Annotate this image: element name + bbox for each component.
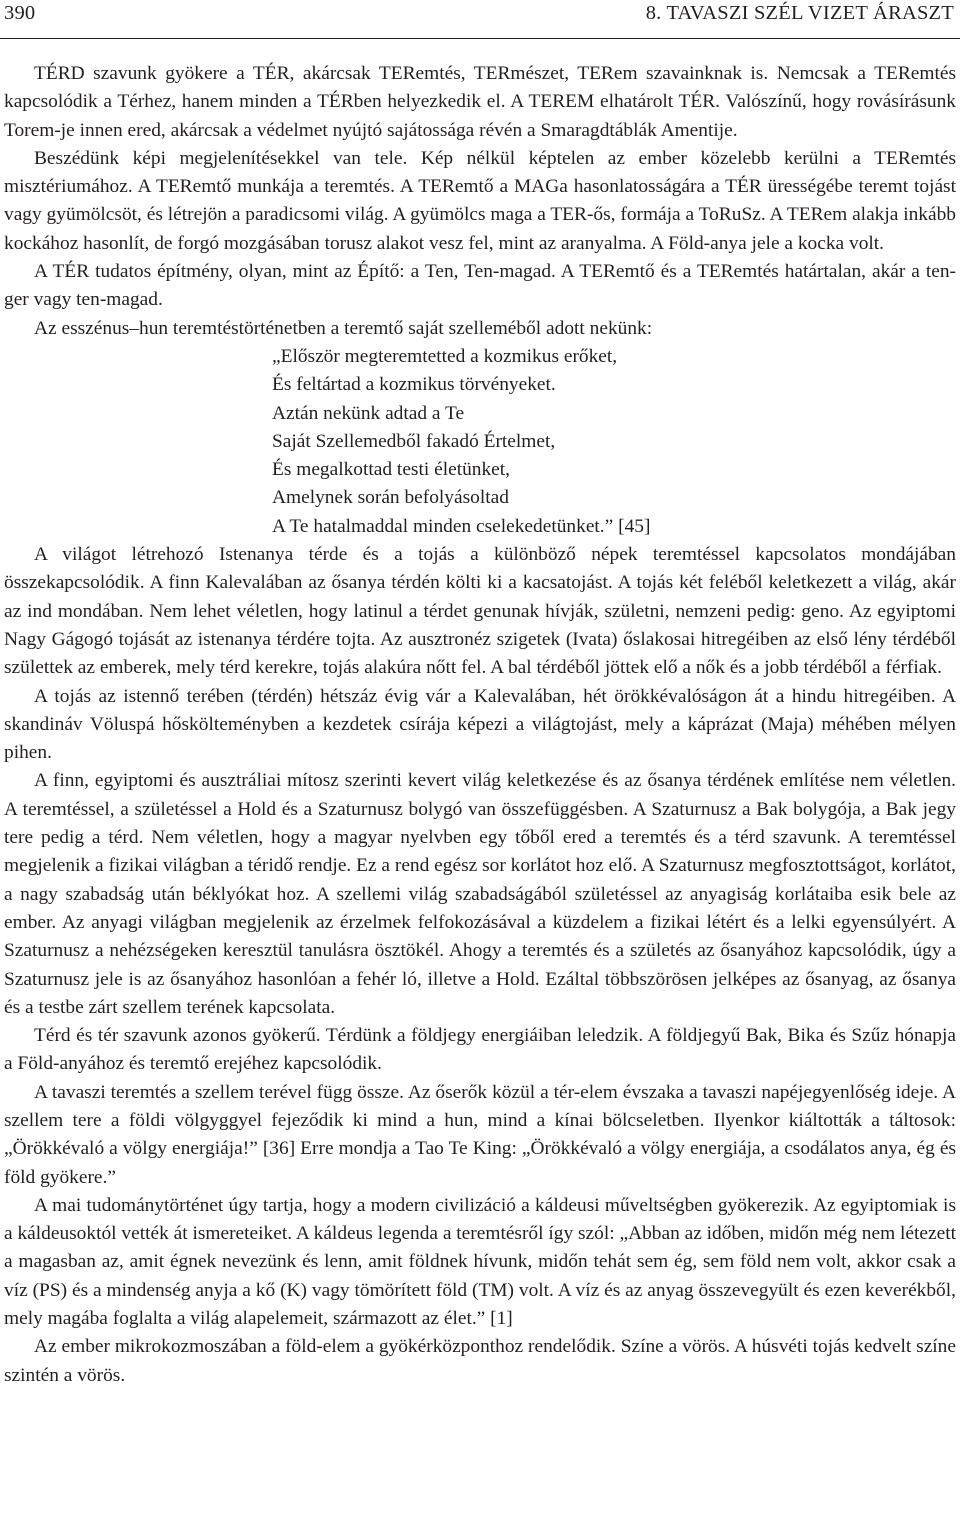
header-rule (0, 38, 960, 39)
poem-line: Amelynek során befolyásoltad (272, 487, 509, 509)
paragraph: Térd és tér szavunk azonos gyökerű. Térdünk a földjegy energiáiban leledzik. A földjegyű Bak, Bika és Szűz hónapja a Föld-anyához és teremtő erejéhez kapcsolódik. (4, 1025, 956, 1075)
poem-line: Aztán nekünk adtad a Te (272, 402, 465, 424)
paragraph: A TÉR tudatos építmény, olyan, mint az Építő: a Ten, Ten-magad. A TERemtő és a TERemtés határtalan, akár a ten-ger vagy ten-magad. (4, 261, 956, 311)
paragraph: A tojás az istennő terében (térdén) hétszáz évig vár a Kalevalában, hét örökkévalóságon át a hindu hitregéiben. A skandináv Völuspá hőskölteményben a kezdetek csírája képezi a világtojást, mely a káprázat (Maja) méhében mélyen pihen. (4, 685, 956, 764)
paragraph: A finn, egyiptomi és ausztráliai mítosz szerinti kevert világ keletkezése és az ősanya térdének említése nem véletlen. A teremtéssel, a születéssel a Hold és a Szaturnusz bolygó van összefüggésben. A Szaturnusz a Bak bolygója, a Bak jegy tere pedig a térd. Nem véletlen, hogy a magyar nyelvben egy tőből ered a teremtés és a térd szavunk. A teremtéssel megjelenik a fizikai világban a téridő rendje. Ez a rend egész sor korlátot hoz elő. A Szaturnusz megfosztottságot, korlátot, a nagy szabadság után béklyókat hoz. A szellemi világ szabadságából születéssel az anyagiság korlátaiba esik bele az ember. Az anyagi világban megjelenik az érzelmek felfokozásával a küzdelem a fizikai létért és a lelki egyensúlyért. A Szaturnusz a nehézségeken keresztül tanulásra ösztökél. Ahogy a teremtés és a születés az ősanyához kapcsolódik, úgy a Szaturnusz jele is az ősanyához hasonlóan a fehér ló, illetve a Hold. Ezáltal többszörösen jelképes az ősanyag, az ősanya és a testbe zárt szellem terének kapcsolata. (4, 770, 956, 1018)
paragraph: Az esszénus–hun teremtéstörténetben a teremtő saját szelleméből adott nekünk: (34, 317, 653, 339)
poem-line: „Először megteremtetted a kozmikus erőket, (272, 345, 618, 367)
chapter-title: 8. TAVASZI SZÉL VIZET ÁRASZT (645, 2, 954, 24)
poem-line: És megalkottad testi életünket, (272, 459, 511, 481)
paragraph: Beszédünk képi megjelenítésekkel van tele. Kép nélkül képtelen az ember közelebb kerülni a TERemtés misztériumához. A TERemtő munkája a teremtés. A TERemtő a MAGa hasonlatosságára a TÉR ürességébe teremt tojást vagy gyümölcsöt, és létrejön a paradicsomi világ. A gyümölcs maga a TER-ős, formája a ToRuSz. A TERem alakja inkább kockához hasonlít, de forgó mozgásában torusz alakot vesz fel, mint az aranyalma. A Föld-anya jele a kocka volt. (4, 147, 956, 254)
running-header (4, 2, 954, 32)
poem-line: Saját Szellemedből fakadó Értelmet, (272, 430, 556, 452)
body-text (4, 60, 956, 1390)
paragraph: A mai tudománytörténet úgy tartja, hogy a modern civilizáció a káldeusi műveltségben gyökerezik. Az egyiptomiak is a káldeusoktól vették át ismereteiket. A káldeus legenda a teremtésről így szól: „Abban az időben, midőn még nem létezett a magasban az, amit égnek nevezünk és lenn, amit földnek hívunk, midőn tehát sem ég, sem föld nem volt, akkor csak a víz (PS) és a mindenség anyja a kő (K) vagy tömörített föld (TM) volt. A víz és az anyag összevegyült és ezen keverékből, mely magába foglalta a világ alapelemeit, származott az élet.” [1] (4, 1194, 956, 1330)
paragraph: A tavaszi teremtés a szellem terével függ össze. Az őserők közül a tér-elem évszaka a tavaszi napéjegyenlőség ideje. A szellem tere a földi völgyggyel fejeződik ki mind a hun, mind a kínai bölcseletben. Ilyenkor kiáltották a táltosok: „Örökkévaló a völgy energiája!” [36] Erre mondja a Tao Te King: „Örökkévaló a völgy energiája, a csodálatos anya, ég és föld gyökere.” (4, 1081, 956, 1188)
paragraph: A világot létrehozó Istenanya térde és a tojás a különböző népek teremtéssel kapcsolatos mondájában összekapcsolódik. A finn Kalevalában az ősanya térdén költi ki a kacsatojást. A tojás két feléből keletkezett a világ, akár az ind mondában. Nem lehet véletlen, hogy latinul a térdet genunak hívják, születni, nemzeni pedig: geno. Az egyiptomi Nagy Gágogó tojását az istenanya térdére tojta. Az ausztronéz szigetek (Ivata) őslakosai hitregéiben az első lény térdéből születtek az emberek, mely térd kerekre, tojás alakúra nőtt fel. A bal térdéből jöttek elő a nők és a jobb térdéből a férfiak. (4, 544, 956, 679)
page-number: 390 (4, 2, 36, 24)
paragraph: TÉRD szavunk gyökere a TÉR, akárcsak TERemtés, TERmészet, TERem szavainknak is. Nemcsak a TERemtés kapcsolódik a Térhez, hanem minden a TÉRben helyezkedik el. A TEREM elhatárolt TÉR. Valószínű, hogy rovásírásunk Torem-je innen ered, akárcsak a védelmet nyújtó sajátossága révén a Smaragdtáblák Amentije. (4, 63, 956, 141)
paragraph: Az ember mikrokozmoszában a föld-elem a gyökérközponthoz rendelődik. Színe a vörös. A húsvéti tojás kedvelt színe szintén a vörös. (4, 1336, 956, 1386)
poem-line: És feltártad a kozmikus törvényeket. (272, 374, 556, 396)
poem-line: A Te hatalmaddal minden cselekedetünket.” [45] (272, 515, 651, 537)
poem-quote (272, 343, 956, 541)
